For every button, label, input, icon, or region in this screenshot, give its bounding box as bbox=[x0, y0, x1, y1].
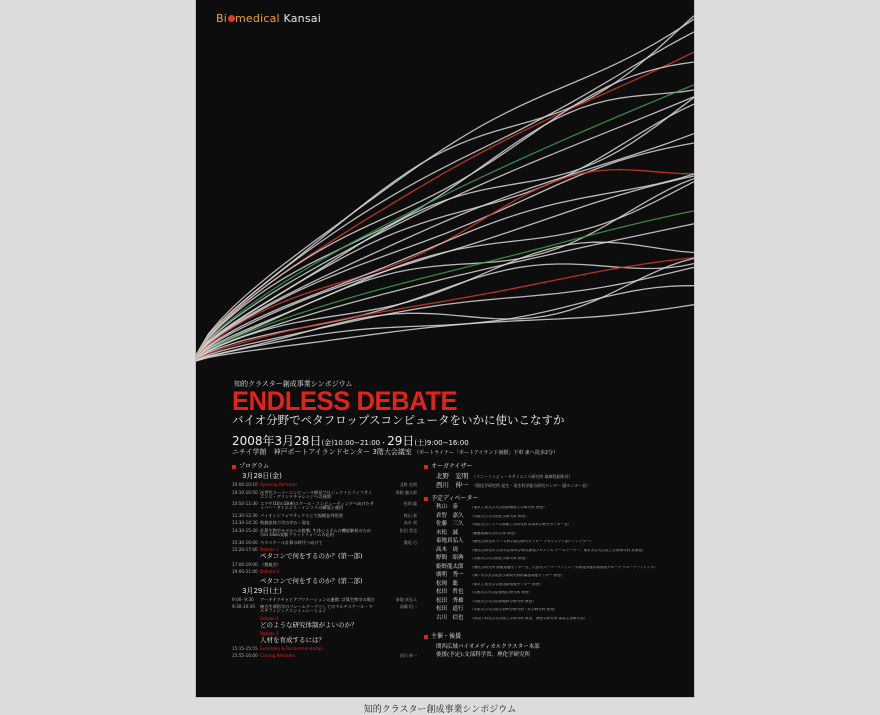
program-heading: プログラム bbox=[232, 464, 417, 470]
evening-schedule bbox=[232, 563, 417, 575]
schedule-time: 10:10-10:50 bbox=[232, 489, 258, 495]
person-row bbox=[436, 505, 674, 511]
person-affiliation: （京都大学大学院生命科学研究科・医学研究科 教授） bbox=[470, 608, 558, 611]
schedule-speaker: 姫野 龍太郎 bbox=[395, 489, 417, 495]
schedule-time: 14:30-15:30 bbox=[232, 527, 258, 533]
person-row bbox=[436, 539, 674, 545]
person-affiliation: （理化学研究所 情報基盤センター長、次世代スーパーコンピュータ開発実施本部開発グループ グループディレクタ） bbox=[470, 565, 658, 569]
schedule-row bbox=[232, 563, 417, 567]
person-affiliation: （大阪大学大学院情報科学研究科 教授） bbox=[470, 599, 536, 603]
schedule-title: 次世代スーパーコンピュータ開発プロジェクトとライフサイエンス・グランドチャレンジへの展開 bbox=[260, 489, 373, 499]
wave-line bbox=[196, 182, 694, 359]
person-name: 姫野龍太郎 bbox=[436, 563, 464, 570]
person-name: 倉智 嘉久 bbox=[436, 512, 464, 519]
person-affiliation: （東京工業大学大学院情報理工学研究科 教授） bbox=[470, 506, 547, 509]
debate-row: ペタコンで何をするのか？(第二部) bbox=[260, 576, 363, 585]
person-name: 松田 哲也 bbox=[436, 589, 464, 595]
closing-schedule bbox=[232, 647, 417, 659]
person-affiliation: （東京工業大学学術国際情報センター 教授） bbox=[470, 582, 543, 586]
schedule-row bbox=[232, 570, 417, 574]
schedule-time: 13:30-14:30 bbox=[232, 520, 258, 526]
person-row bbox=[436, 599, 674, 605]
person-name: 野間 昭典 bbox=[436, 555, 464, 561]
wave-line bbox=[196, 258, 694, 360]
schedule-title: （懇親会） bbox=[260, 561, 281, 567]
day1-label: 3月28日(金) bbox=[242, 472, 282, 480]
person-affiliation: （高知工科大学大学院工学研究科 教授、理化学研究所 客員主管研究員） bbox=[470, 616, 588, 620]
schedule-time: 9:30-10:30 bbox=[232, 604, 255, 610]
schedule-time: 19:00-21:00 bbox=[232, 569, 258, 575]
person-name: 北野 宏明 bbox=[436, 472, 469, 480]
organizer-list bbox=[424, 473, 674, 488]
schedule-time: 9:00- 9:30 bbox=[232, 596, 254, 602]
schedule-time: 15:55-16:00 bbox=[232, 653, 258, 658]
person-affiliation: （理化学研究所 発生・再生科学総合研究センター 副センター長） bbox=[472, 482, 591, 488]
person-row bbox=[436, 573, 674, 579]
poster-tagline: バイオ分野でペタフロップスコンピュータをいかに使いこなすか bbox=[232, 413, 565, 427]
event-dates: 2008年3月28日(金)10:00−21:00・29日(土)9:00−16:00 bbox=[232, 434, 469, 448]
person-row bbox=[436, 616, 674, 622]
schedule-speaker: 西川 伸一 bbox=[399, 653, 417, 658]
schedule-time: 15:15-15:55 bbox=[232, 645, 258, 651]
schedule-title: ペタスケール計算の時代へ向けて bbox=[260, 539, 323, 545]
schedule-speaker: 鷲尾 巧 bbox=[403, 539, 417, 545]
person-row bbox=[436, 473, 674, 480]
host-heading: 主催・後援 bbox=[424, 634, 674, 640]
person-row bbox=[436, 531, 674, 537]
person-name: 西川 伸一 bbox=[436, 480, 469, 489]
schedule-row bbox=[232, 491, 417, 499]
image-caption: 知的クラスター創成事業シンポジウム bbox=[363, 705, 517, 715]
person-row bbox=[436, 522, 674, 528]
schedule-row bbox=[232, 647, 417, 651]
event-series: 知的クラスター創成事業シンポジウム bbox=[234, 380, 353, 388]
panelist-list bbox=[424, 505, 674, 621]
bullet-square-icon bbox=[424, 635, 428, 639]
program-column bbox=[232, 464, 417, 662]
schedule-title: Debate 1 bbox=[260, 569, 280, 575]
debate-row: Debate 3 人材を育成するには？ bbox=[260, 630, 325, 644]
person-affiliation: （慶應義塾大学医学部 教授） bbox=[470, 531, 518, 535]
schedule-row bbox=[232, 529, 417, 537]
schedule-time: 10:00-10:10 bbox=[232, 482, 258, 487]
schedule-row bbox=[232, 483, 417, 487]
person-affiliation: （筑波大学システム情報工学研究科 計算科学研究センター長） bbox=[470, 523, 572, 526]
person-name: 松田 道行 bbox=[436, 606, 464, 612]
day2-label: 3月29日(土) bbox=[242, 586, 282, 595]
person-row bbox=[436, 582, 674, 588]
schedule-speaker: 松岡 聡 bbox=[403, 501, 417, 507]
person-affiliation: （理化学研究所 次世代計算科学研究開発プログラム チームリーダー、東京大学大学院工学系研究科 准教授） bbox=[470, 548, 646, 552]
person-row bbox=[436, 482, 674, 489]
wave-lines-graphic bbox=[196, 0, 694, 380]
person-row bbox=[436, 514, 674, 520]
person-name: 高木 周 bbox=[436, 546, 459, 553]
person-affiliation: （ソニーコンピュータサイエンス研究所 取締役副所長） bbox=[472, 474, 573, 479]
brand-logo: Bi medical Kansai bbox=[216, 12, 321, 25]
bullet-square-icon bbox=[424, 497, 428, 501]
wave-line bbox=[196, 90, 694, 356]
person-affiliation: （神戸大学大学院医学系研究科附属感染症センター 教授） bbox=[470, 574, 565, 577]
schedule-title: 数値流体力学の歩み・現在 bbox=[260, 520, 311, 526]
schedule-row bbox=[232, 654, 417, 658]
poster bbox=[196, 0, 694, 697]
schedule-speaker: 高橋 恒一 bbox=[399, 604, 417, 610]
person-affiliation: （理化学研究所 ゲノム科学総合研究センター プロジェクト副ディレクター） bbox=[470, 540, 594, 543]
schedule-speaker: 高木 周 bbox=[403, 520, 417, 526]
person-affiliation: （京都大学大学院情報学研究科 教授） bbox=[470, 591, 533, 594]
schedule-time: 10:50-11:30 bbox=[232, 501, 258, 507]
wave-line bbox=[196, 97, 694, 357]
debate-row: Debate 2 どのような研究体制がよいのか？ bbox=[260, 615, 358, 629]
person-affiliation: （大阪大学大学院医学研究科 教授） bbox=[470, 514, 529, 518]
person-name: 佐藤 三久 bbox=[436, 521, 464, 527]
schedule-speaker: 泰地 真弘人 bbox=[395, 596, 417, 602]
person-name: 秋山 泰 bbox=[436, 504, 459, 510]
schedule-speaker: 北野 宏明 bbox=[399, 482, 417, 487]
person-row bbox=[436, 565, 674, 571]
organizer-heading: オーガナイザー bbox=[424, 464, 674, 470]
poster-title: ENDLESS DEBATE bbox=[232, 386, 458, 416]
schedule-title: 計算生物学モデルへの挑戦: 生体システムの機能解析のためのin silico実験プラットフォームの応用 bbox=[260, 527, 371, 538]
person-row bbox=[436, 607, 674, 613]
panelist-heading: 予定ディベーター bbox=[424, 496, 674, 502]
person-affiliation: （京都大学大学院医学研究科 教授） bbox=[470, 557, 529, 560]
wave-line bbox=[196, 85, 694, 357]
day2-schedule bbox=[232, 598, 417, 614]
schedule-speaker: 松田 哲也 bbox=[399, 527, 417, 533]
schedule-row bbox=[232, 605, 417, 613]
schedule-row bbox=[232, 502, 417, 510]
person-row bbox=[436, 590, 674, 596]
wave-line bbox=[196, 305, 694, 361]
person-name: 泰地真弘人 bbox=[436, 538, 464, 544]
person-name: 末松 誠 bbox=[436, 529, 459, 536]
schedule-time: 11:30-12:30 bbox=[232, 512, 258, 518]
schedule-title: Opening Remarks bbox=[260, 482, 298, 487]
debate-row: 15:20-17:00 Debate 1 ペタコンで何をするのか？(第一部) bbox=[232, 547, 363, 561]
day1-schedule bbox=[232, 483, 417, 545]
logo-dot-icon bbox=[228, 15, 235, 22]
host-info bbox=[436, 643, 674, 660]
person-name: 古川 信也 bbox=[436, 614, 464, 621]
schedule-speaker: 秋山 泰 bbox=[403, 512, 417, 518]
schedule-title: 統合生命科学のフレームワークとしてのマルチスケール・マルチフィジックスシミュレーション bbox=[260, 604, 373, 614]
wave-line bbox=[196, 179, 694, 359]
person-name: 廣明 秀一 bbox=[436, 572, 464, 578]
person-row bbox=[436, 548, 674, 554]
bullet-square-icon bbox=[424, 465, 428, 469]
schedule-row bbox=[232, 598, 417, 602]
bullet-square-icon bbox=[232, 465, 236, 469]
schedule-title: バイオインフォマティクスと大規模並列処理 bbox=[260, 512, 343, 518]
person-name: 松岡 聡 bbox=[436, 580, 459, 587]
schedule-row bbox=[232, 514, 417, 518]
schedule-title: Summary & Recommendation bbox=[260, 645, 323, 651]
wave-line bbox=[196, 170, 694, 358]
schedule-title: エクサ(10の18乗)スケール・コンピューティングへ向けたサイバー・サイエンス・インフラの構築と運用 bbox=[260, 501, 374, 511]
schedule-title: Closing Remarks bbox=[260, 653, 295, 658]
schedule-row bbox=[232, 541, 417, 545]
schedule-title: アーキテクチャとアプリケーションの連携: 計算生物学の場合 bbox=[260, 596, 375, 602]
person-row bbox=[436, 556, 674, 562]
people-column bbox=[424, 464, 674, 660]
event-venue: ニチイ学館 神戸ポートアイランドセンター 3階大会議室 （ポートライナー「ポートアイランド南駅」下車 東へ徒歩2分） bbox=[232, 448, 559, 456]
host-line: 関西広域バイオメディカルクラスター本部 bbox=[436, 644, 540, 650]
person-name: 松田 秀雄 bbox=[436, 597, 464, 604]
schedule-time: 17:00-19:00 bbox=[232, 561, 258, 567]
sponsor-line: 後援(予定):文部科学省、理化学研究所 bbox=[436, 652, 531, 659]
schedule-time: 15:30-16:00 bbox=[232, 539, 258, 545]
schedule-row bbox=[232, 521, 417, 525]
